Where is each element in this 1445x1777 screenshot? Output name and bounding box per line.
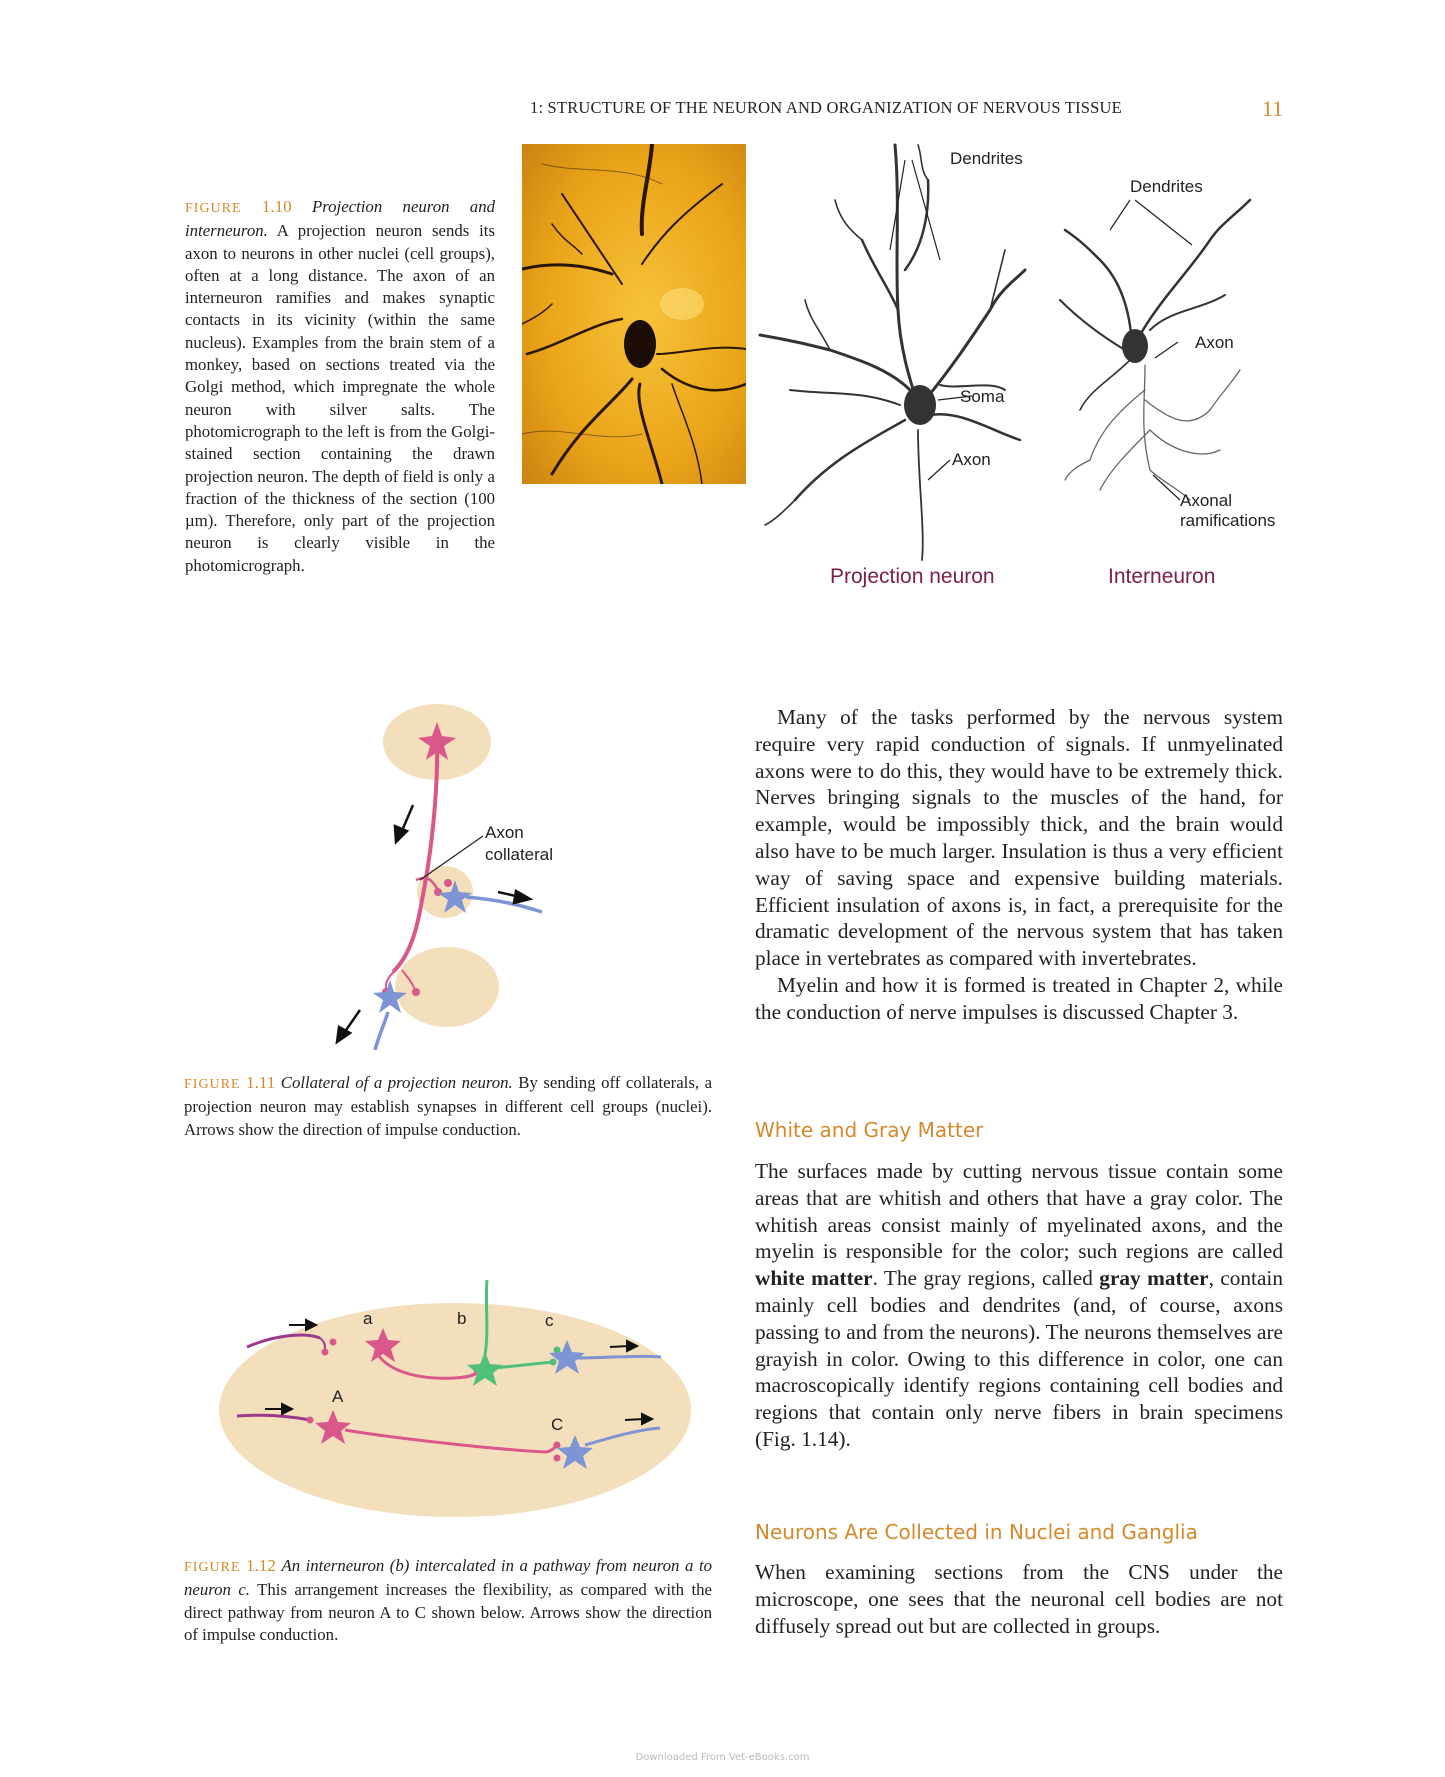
section-heading: Neurons Are Collected in Nuclei and Ganglia [755, 1520, 1198, 1544]
figure-1-12-caption [184, 1555, 712, 1646]
label-axonal: Axonal [1180, 491, 1232, 510]
figure-title: Collateral of a projection neuron. [280, 1073, 513, 1092]
figure-text: By sending off collaterals, a projection neuron may establish synapses in different cell groups (nuclei). Arrows show the direction of impulse conduction. [184, 1073, 713, 1139]
body-paragraphs [755, 704, 1283, 1026]
body-paragraph: Myelin and how it is formed is treated in Chapter 2, while the conduction of nerve impulses is discussed Chapter 3. [755, 972, 1283, 1024]
label-neuron-c: c [545, 1311, 554, 1330]
section-heading: White and Gray Matter [755, 1118, 984, 1142]
term-white-matter: white matter [755, 1266, 873, 1291]
label-neuron-C: C [551, 1415, 564, 1434]
projection-neuron-label: Projection neuron [830, 565, 995, 588]
label-axon: Axon [485, 823, 524, 842]
body-paragraph: Many of the tasks performed by the nervous system require very rapid conduction of signals. If unmyelinated axons were to do this, they would have to be extremely thick. Nerves bringing signals to the muscles of the hand, for example, would be impossibly thick, and the brain would also have to be much larger. Insulation is thus a very efficient way of saving space and expensive building materials. Efficient insulation of axons is, in fact, a prerequisite for the dramatic development of the nervous system that has taken place in vertebrates as compared with invertebrates. [755, 705, 1283, 971]
footer-watermark: Downloaded From Vet-eBooks.com [635, 1752, 810, 1763]
figure-label: FIGURE [185, 201, 242, 216]
body-text-segment: , contain mainly cell bodies and dendrites (and, of course, axons passing to and from the neurons). The neurons themselves are grayish in color. Owing to this difference in color, one can macroscopically identify regions containing cell bodies and regions that contain only nerve fibers in brain specimens (Fig. 1.14). [755, 1266, 1283, 1451]
running-header: 1: STRUCTURE OF THE NEURON AND ORGANIZATION OF NERVOUS TISSUE [530, 98, 1122, 117]
body-text-segment: The surfaces made by cutting nervous tissue contain some areas that are whitish and others that have a gray color. The whitish areas consist mainly of myelinated axons, and the myelin is responsible for the color; such regions are called [755, 1159, 1283, 1264]
figure-text: This arrangement increases the flexibility, as compared with the direct pathway from neuron A to C shown below. Arrows show the direction of impulse conduction. [184, 1580, 712, 1644]
figure-label: FIGURE [184, 1560, 241, 1575]
figure-1-10-caption [185, 196, 495, 577]
label-dendrites: Dendrites [950, 149, 1023, 168]
figure-title: An interneuron (b) intercalated in a pathway from neuron a to neuron c. [184, 1556, 712, 1600]
label-neuron-b: b [457, 1309, 467, 1328]
interneuron-label: Interneuron [1108, 565, 1216, 588]
body-paragraph: When examining sections from the CNS under the microscope, one sees that the neuronal cell bodies are not diffusely spread out but are collected in groups. [755, 1560, 1283, 1638]
figure-1-11-drawing [320, 700, 590, 1050]
label-ramifications: ramifications [1180, 511, 1276, 530]
label-soma: Soma [960, 387, 1005, 406]
figure-text: A projection neuron sends its axon to neurons in other nuclei (cell groups), often at a long distance. The axon of an interneuron ramifies and makes synaptic contacts in its vicinity (within the same nucleus). Examples from the brain stem of a monkey, based on sections treated via the Golgi method, which impregnate the whole neuron with silver salts. The photomicrograph to the left is from the Golgi-stained section containing the drawn projection neuron. The depth of field is only a fraction of the thickness of the section (100 µm). Therefore, only part of the projection neuron is clearly visible in the photomicrograph. [185, 221, 495, 575]
projection-neuron-drawing [750, 140, 1050, 600]
figure-title: Projection neuron and interneuron. [185, 197, 495, 241]
label-collateral: collateral [485, 845, 554, 864]
label-axon: Axon [1195, 333, 1234, 352]
term-gray-matter: gray matter [1099, 1266, 1209, 1291]
figure-1-11-caption [184, 1072, 712, 1141]
white-gray-matter-text [755, 1158, 1283, 1453]
photomicrograph [522, 144, 746, 484]
figure-label: FIGURE [184, 1077, 241, 1092]
figure-1-12-drawing [205, 1280, 695, 1530]
figure-number: 1.10 [261, 197, 292, 216]
page-number: 11 [1262, 96, 1284, 121]
figure-number: 1.11 [246, 1073, 276, 1092]
label-axon: Axon [952, 450, 991, 469]
label-neuron-A: A [332, 1387, 344, 1406]
body-text-segment: . The gray regions, called [872, 1266, 1100, 1291]
figure-number: 1.12 [246, 1556, 276, 1575]
label-dendrites: Dendrites [1130, 177, 1203, 196]
nuclei-ganglia-text [755, 1559, 1283, 1639]
interneuron-drawing [1050, 170, 1290, 550]
label-neuron-a: a [363, 1309, 373, 1328]
